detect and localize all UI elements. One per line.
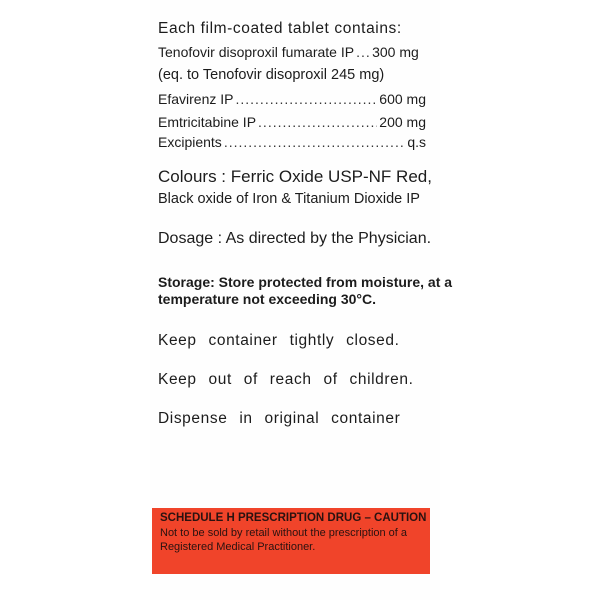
composition-equivalent: (eq. to Tenofovir disoproxil 245 mg) [158,67,385,83]
leader-dots [224,134,406,150]
caution-text: Not to be sold by retail without the prescription of a Registered Medical Practitioner. [160,527,408,553]
leader-dots [235,91,377,107]
composition-row-tenofovir [158,44,426,60]
ingredient-quantity: 200 mg [379,114,426,130]
leader-dots [258,114,377,130]
ingredient-quantity: 600 mg [379,91,426,107]
colours-line-2: Black oxide of Iron & Titanium Dioxide IP [158,191,420,207]
leader-dots [356,44,370,60]
composition-row-emtricitabine [158,114,426,130]
caution-title: SCHEDULE H PRESCRIPTION DRUG – CAUTION [160,512,427,524]
ingredient-quantity: 300 mg [372,44,419,60]
ingredient-name: Tenofovir disoproxil fumarate IP [158,44,355,60]
composition-row-excipients [158,134,426,150]
dosage-text: Dosage : As directed by the Physician. [158,230,432,247]
ingredient-name: Emtricitabine IP [158,114,257,130]
ingredient-name: Efavirenz IP [158,91,234,107]
ingredient-quantity: q.s [407,134,426,150]
storage-line-2: temperature not exceeding 30°C. [158,291,376,307]
keep-out-of-reach-text: Keep out of reach of children. [158,371,414,388]
composition-row-efavirenz [158,91,426,107]
schedule-h-caution-box [152,508,430,574]
keep-closed-text: Keep container tightly closed. [158,332,400,349]
composition-heading: Each film-coated tablet contains: [158,20,402,37]
dispense-text: Dispense in original container [158,410,401,427]
ingredient-name: Excipients [158,134,222,150]
colours-line-1: Colours : Ferric Oxide USP-NF Red, [158,167,432,186]
storage-line-1: Storage: Store protected from moisture, at a [158,274,453,290]
